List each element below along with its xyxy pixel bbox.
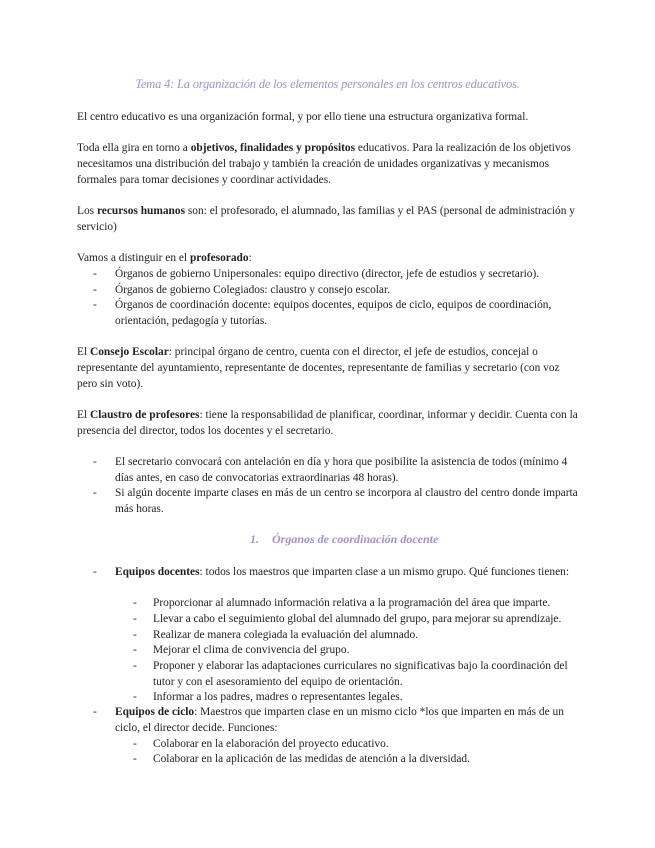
list-item-secretario-convoca: - El secretario convocará con antelación en día y hora que posibilite la asistencia de todos (mínimo 4 días antes, en caso de convocatorias extraordinarias 48 horas). — [93, 456, 568, 484]
sub-list-item: - Realizar de manera colegiada la evaluación del alumnado. — [133, 628, 583, 644]
sub-list-item: - Informar a los padres, madres o representantes legales. — [133, 690, 583, 706]
paragraph-consejo-escolar: El Consejo Escolar: principal órgano de centro, cuenta con el director, el jefe de estudios, concejal o representante del ayuntamiento, representante de docentes, representante de familias y secretario (con voz pero sin voto). — [77, 346, 560, 390]
bold-equipos-docentes: Equipos docentes — [115, 566, 200, 578]
paragraph-objetivos: Toda ella gira en torno a objetivos, finalidades y propósitos educativos. Para la realización de los objetivos necesitamos una distribución del trabajo y también la creación de unidades organizativas y mecanismos formales para tomar decisiones y coordinar actividades. — [77, 142, 571, 186]
list-dash: - — [93, 706, 97, 718]
sub-list-item: - Proporcionar al alumnado información relativa a la programación del área que imparte. — [133, 596, 583, 612]
paragraph-organizacion-formal: El centro educativo es una organización formal, y por ello tiene una estructura organizativa formal. — [77, 111, 529, 123]
list-dash: - — [133, 644, 137, 656]
document-title: Tema 4: La organización de los elementos personales en los centros educativos. — [135, 77, 520, 91]
list-item-organos-unipersonales: - Órganos de gobierno Unipersonales: equipo directivo (director, jefe de estudios y secretario). — [93, 267, 581, 283]
list-dash: - — [133, 691, 137, 703]
list-dash: - — [133, 738, 137, 750]
sub-list-item: - Colaborar en la elaboración del proyecto educativo. — [133, 737, 583, 753]
sub-list-item: - Proponer y elaborar las adaptaciones curriculares no significativas bajo la coordinación del tutor y con el asesoramiento del equipo de orientación. — [133, 660, 568, 688]
list-dash: - — [93, 299, 97, 311]
list-dash: - — [133, 660, 137, 672]
list-dash: - — [93, 566, 97, 578]
list-dash: - — [93, 284, 97, 296]
bold-equipos-ciclo: Equipos de ciclo — [115, 706, 195, 718]
list-dash: - — [133, 597, 137, 609]
section-heading — [250, 532, 438, 548]
list-item-docente-varios-centros: - Si algún docente imparte clases en más de un centro se incorpora al claustro del centro donde imparta más horas. — [93, 487, 578, 515]
list-dash: - — [93, 268, 97, 280]
list-dash: - — [133, 613, 137, 625]
sub-list-item: - Colaborar en la aplicación de las medidas de atención a la diversidad. — [133, 752, 583, 768]
list-dash: - — [133, 753, 137, 765]
list-dash: - — [93, 487, 97, 499]
sub-list-item: - Mejorar el clima de convivencia del grupo. — [133, 643, 583, 659]
paragraph-profesorado-intro: Vamos a distinguir en el profesorado: — [77, 252, 252, 264]
list-item-equipos-docentes: - Equipos docentes: todos los maestros que imparten clase a un mismo grupo. Qué funciones tienen: — [93, 565, 581, 581]
bold-profesorado: profesorado — [189, 252, 249, 264]
sub-list-item: - Llevar a cabo el seguimiento global del alumnado del grupo, para mejorar su aprendizaje. — [133, 612, 583, 628]
paragraph-recursos-humanos: Los recursos humanos son: el profesorado, el alumnado, las familias y el PAS (personal de administración y servicio) — [77, 205, 575, 233]
list-item-equipos-ciclo: - Equipos de ciclo: Maestros que imparten clase en un mismo ciclo *los que imparten en más de un ciclo, el director decide. Funciones: — [93, 706, 564, 734]
bold-recursos-humanos: recursos humanos — [96, 205, 186, 217]
paragraph-claustro: El Claustro de profesores: tiene la responsabilidad de planificar, coordinar, informar y decidir. Cuenta con la presencia del director, todos los docentes y el secretario. — [77, 409, 578, 437]
list-item-organos-colegiados: - Órganos de gobierno Colegiados: claustro y consejo escolar. — [93, 283, 581, 299]
bold-objetivos: objetivos, finalidades y propósitos — [190, 142, 356, 154]
list-dash: - — [93, 456, 97, 468]
list-item-organos-coordinacion: - Órganos de coordinación docente: equipos docentes, equipos de ciclo, equipos de coordinación, orientación, pedagogía y tutorías. — [93, 299, 552, 327]
section-number: 1. — [250, 532, 259, 546]
bold-claustro: Claustro de profesores — [89, 409, 200, 421]
bold-consejo-escolar: Consejo Escolar — [89, 346, 169, 358]
list-dash: - — [133, 629, 137, 641]
section-heading-text: Órganos de coordinación docente — [272, 532, 439, 546]
